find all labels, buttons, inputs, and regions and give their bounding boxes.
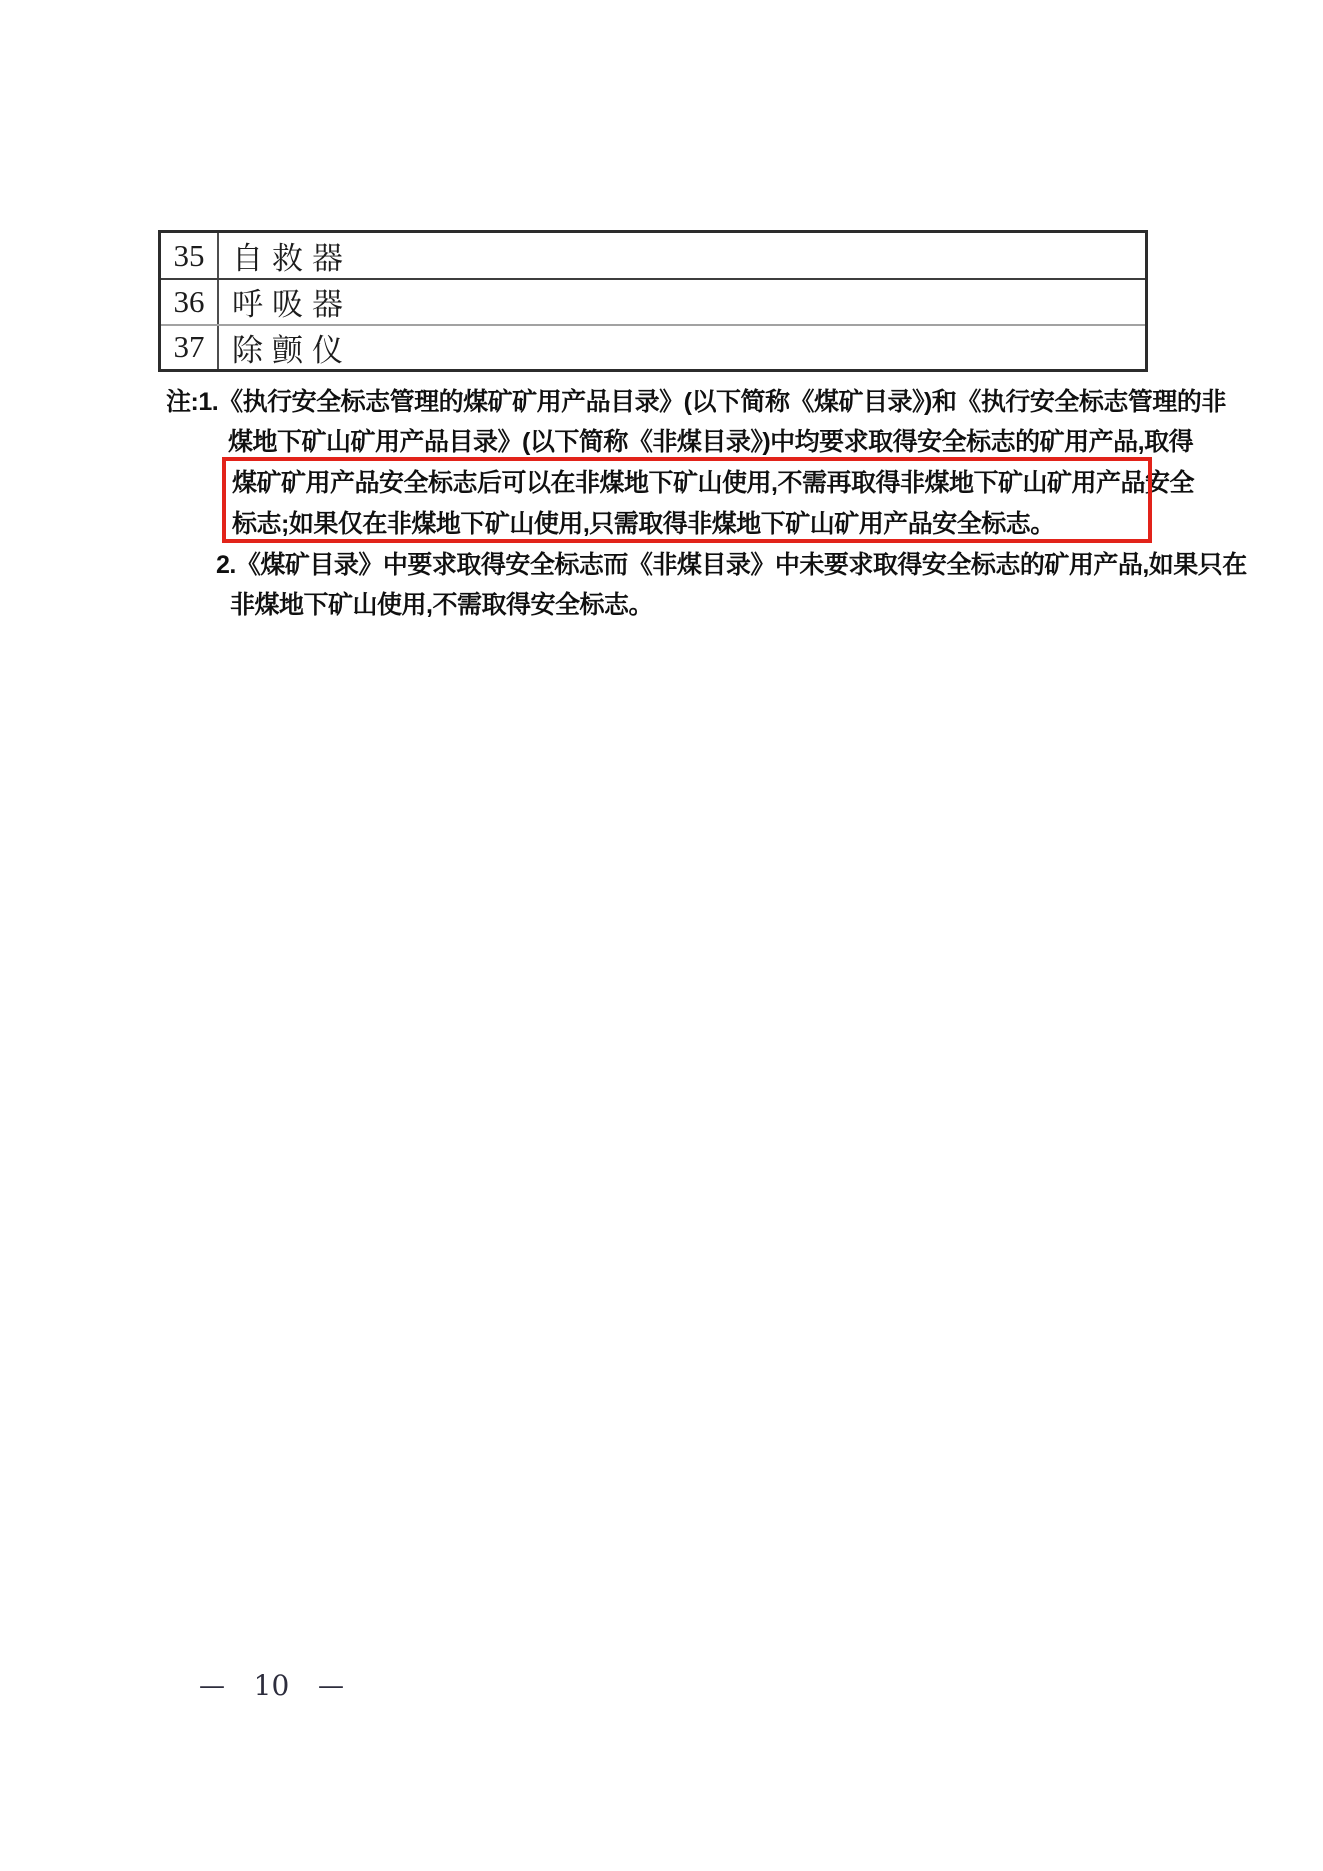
page-footer xyxy=(199,1669,344,1702)
table-cell-number: 35 xyxy=(161,233,219,278)
note-line-6: 非煤地下矿山使用,不需取得安全标志。 xyxy=(230,591,653,619)
note-line-4: 标志;如果仅在非煤地下矿山使用,只需取得非煤地下矿山矿用产品安全标志。 xyxy=(232,510,1055,538)
note-line-3: 煤矿矿用产品安全标志后可以在非煤地下矿山使用,不需再取得非煤地下矿山矿用产品安全 xyxy=(232,469,1194,497)
product-table xyxy=(158,230,1148,372)
footer-dash-left: — xyxy=(199,1670,225,1701)
table-row xyxy=(161,233,1145,278)
note-line-2: 煤地下矿山矿用产品目录》(以下简称《非煤目录》)中均要求取得安全标志的矿用产品,取得 xyxy=(228,428,1194,456)
table-cell-item: 除颤仪 xyxy=(232,332,352,368)
table-cell-number: 36 xyxy=(161,280,219,323)
table-row xyxy=(161,278,1145,323)
table-cell-item: 呼吸器 xyxy=(232,287,352,323)
table-row xyxy=(161,324,1145,369)
page-number: 10 xyxy=(253,1669,290,1702)
note-line-5: 2.《煤矿目录》中要求取得安全标志而《非煤目录》中未要求取得安全标志的矿用产品,如果只在 xyxy=(216,551,1247,579)
table-cell-number: 37 xyxy=(161,326,219,369)
table-cell-item: 自救器 xyxy=(232,241,352,277)
note-line-1: 注:1.《执行安全标志管理的煤矿矿用产品目录》(以下简称《煤矿目录》)和《执行安全标志管理的非 xyxy=(166,388,1226,416)
footer-dash-right: — xyxy=(317,1670,344,1701)
